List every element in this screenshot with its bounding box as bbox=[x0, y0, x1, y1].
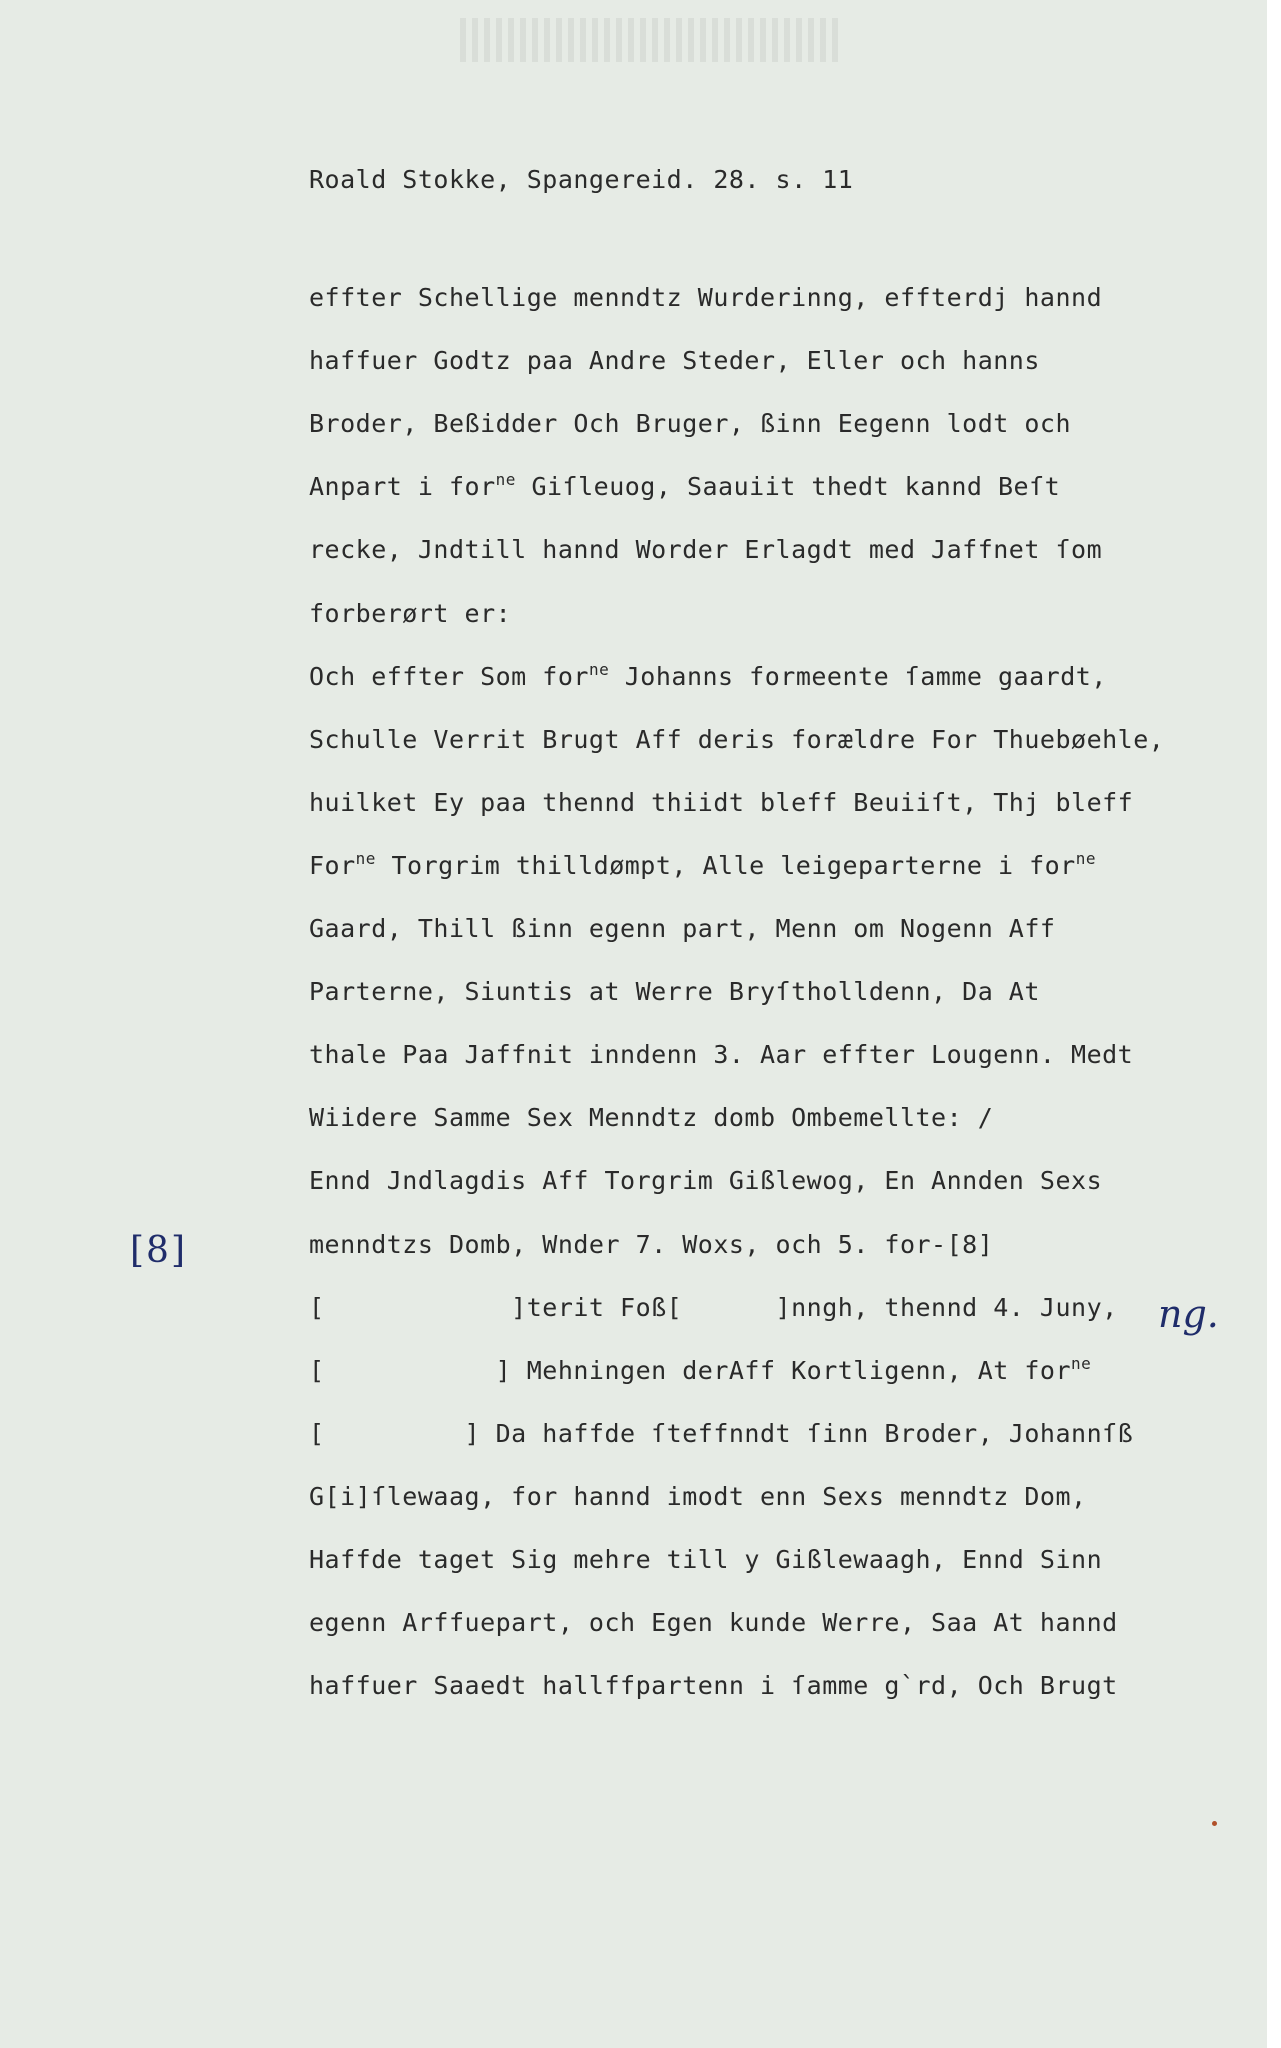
text-line: Haffde taget Sig mehre till y Gißlewaagh, Ennd Sinn bbox=[309, 1545, 1103, 1574]
text-line: G[i]ſlewaag, for hannd imodt enn Sexs menndtz Dom, bbox=[309, 1481, 1087, 1511]
text-line: Anpart i for$^{ne}$ Giſleuog, Saauiit thedt kannd Beſt bbox=[309, 470, 1061, 502]
margin-note-right: ng. bbox=[1158, 1292, 1219, 1336]
text-line: For$^{ne}$ Torgrim thilldømpt, Alle leigeparterne i for$^{ne}$ bbox=[309, 848, 1096, 880]
text-line: huilket Ey paa thennd thiidt bleff Beuiiſt, Thj bleff bbox=[309, 787, 1134, 817]
text-line: recke, Jndtill hannd Worder Erlagdt med Jaffnet ſom bbox=[309, 535, 1103, 565]
text-line: Gaard, Thill ßinn egenn part, Menn om Nogenn Aff bbox=[309, 914, 1056, 943]
page-header: Roald Stokke, Spangereid. 28. s. 11 bbox=[309, 165, 854, 194]
text-line: Broder, Beßidder Och Bruger, ßinn Eegenn lodt och bbox=[309, 409, 1072, 439]
text-line: Ennd Jndlagdis Aff Torgrim Gißlewog, En Annden Sexs bbox=[309, 1166, 1103, 1196]
text-line: Schulle Verrit Brugt Aff deris forældre For Thuebøehle, bbox=[309, 724, 1165, 754]
text-line: haffuer Godtz paa Andre Steder, Eller och hanns bbox=[309, 346, 1040, 376]
text-line: Parterne, Siuntis at Werre Bryſtholldenn, Da At bbox=[309, 977, 1040, 1007]
text-line: Och effter Som for$^{ne}$ Johanns formeente ſamme gaardt, bbox=[309, 659, 1107, 691]
text-line: thale Paa Jaffnit inndenn 3. Aar effter Lougenn. Medt bbox=[309, 1040, 1134, 1070]
text-line: [ ] Da haffde ſteffnndt ſinn Broder, Johannſß bbox=[309, 1418, 1134, 1448]
paper-speck bbox=[1212, 1821, 1217, 1826]
text-line: menndtzs Domb, Wnder 7. Woxs, och 5. for-[8] bbox=[309, 1229, 994, 1259]
text-line: egenn Arffuepart, och Egen kunde Werre, Saa At hannd bbox=[309, 1608, 1118, 1638]
margin-note-left: [8] bbox=[130, 1230, 187, 1271]
text-line: haffuer Saaedt hallffpartenn i ſamme g`rd, Och Brugt bbox=[309, 1671, 1118, 1701]
text-line: forberørt er: bbox=[309, 598, 512, 628]
text-line: Wiidere Samme Sex Menndtz domb Ombemellte: / bbox=[309, 1103, 994, 1133]
bleed-through bbox=[460, 18, 840, 62]
text-line: [ ] Mehningen derAff Kortligenn, At for$^{ne}$ bbox=[309, 1353, 1092, 1385]
text-line: effter Schellige menndtz Wurderinng, effterdj hannd bbox=[309, 283, 1103, 312]
text-line: [ ]terit Foß[ ]nngh, thennd 4. Juny, bbox=[309, 1292, 1118, 1322]
